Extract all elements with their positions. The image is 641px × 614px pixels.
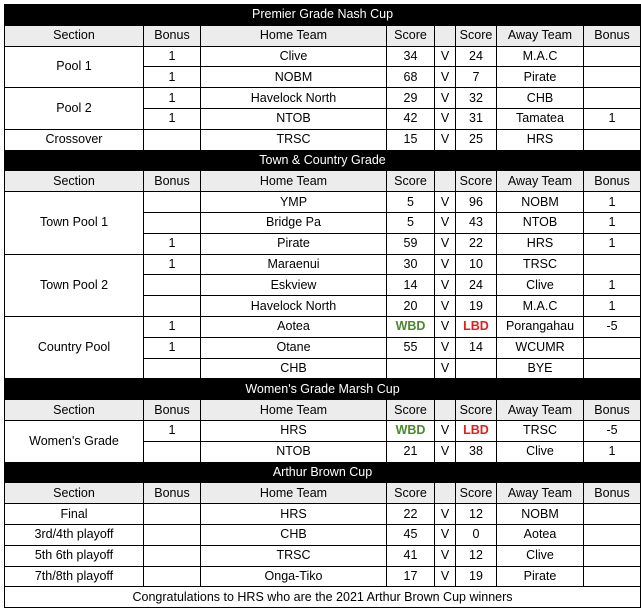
away-team: Pirate [497, 67, 584, 88]
home-bonus [144, 504, 201, 525]
home-score: 42 [387, 108, 435, 129]
away-score: 0 [456, 524, 497, 545]
away-score: 38 [456, 441, 497, 462]
home-score [387, 358, 435, 379]
section-name: Crossover [5, 129, 144, 150]
match-row [5, 192, 641, 213]
header-home-team: Home Team [201, 171, 387, 192]
header-section: Section [5, 483, 144, 504]
versus: V [435, 88, 456, 109]
away-bonus: 1 [584, 441, 641, 462]
away-bonus [584, 337, 641, 358]
away-team: NTOB [497, 212, 584, 233]
section-name: 3rd/4th playoff [5, 524, 144, 545]
header-section: Section [5, 400, 144, 421]
home-team: HRS [201, 420, 387, 441]
home-score: 41 [387, 545, 435, 566]
home-team: TRSC [201, 129, 387, 150]
home-bonus [144, 296, 201, 317]
header-away-bonus: Bonus [584, 25, 641, 46]
section-title-row [5, 5, 641, 26]
away-team: Porangahau [497, 316, 584, 337]
column-header-row [5, 25, 641, 46]
away-score: 43 [456, 212, 497, 233]
away-bonus [584, 254, 641, 275]
match-row [5, 129, 641, 150]
section-title: Premier Grade Nash Cup [5, 5, 641, 26]
home-team: Clive [201, 46, 387, 67]
away-score: LBD [456, 316, 497, 337]
section-title-row [5, 379, 641, 400]
header-away-bonus: Bonus [584, 483, 641, 504]
home-score: 29 [387, 88, 435, 109]
header-v [435, 400, 456, 421]
header-home-bonus: Bonus [144, 400, 201, 421]
away-team: WCUMR [497, 337, 584, 358]
home-bonus [144, 524, 201, 545]
home-bonus [144, 358, 201, 379]
home-bonus: 1 [144, 67, 201, 88]
home-bonus: 1 [144, 233, 201, 254]
header-away-score: Score [456, 483, 497, 504]
home-team: Maraenui [201, 254, 387, 275]
away-score: 24 [456, 275, 497, 296]
away-score: 96 [456, 192, 497, 213]
match-row [5, 420, 641, 441]
footer-row [5, 587, 641, 608]
away-score: 19 [456, 296, 497, 317]
home-bonus [144, 566, 201, 587]
home-team: Eskview [201, 275, 387, 296]
away-team: Aotea [497, 524, 584, 545]
home-bonus: 1 [144, 337, 201, 358]
away-bonus [584, 545, 641, 566]
header-away-score: Score [456, 171, 497, 192]
away-bonus [584, 88, 641, 109]
footer-message: Congratulations to HRS who are the 2021 Arthur Brown Cup winners [5, 587, 641, 608]
match-row [5, 524, 641, 545]
section-title: Arthur Brown Cup [5, 462, 641, 483]
home-team: NTOB [201, 108, 387, 129]
home-bonus: 1 [144, 88, 201, 109]
home-score: 22 [387, 504, 435, 525]
away-score: 32 [456, 88, 497, 109]
away-bonus [584, 358, 641, 379]
away-bonus [584, 524, 641, 545]
section-name: 5th 6th playoff [5, 545, 144, 566]
away-bonus [584, 129, 641, 150]
away-bonus: 1 [584, 192, 641, 213]
home-team: Aotea [201, 316, 387, 337]
versus: V [435, 504, 456, 525]
versus: V [435, 545, 456, 566]
header-home-bonus: Bonus [144, 483, 201, 504]
versus: V [435, 420, 456, 441]
away-score: 31 [456, 108, 497, 129]
match-row [5, 566, 641, 587]
home-team: TRSC [201, 545, 387, 566]
home-team: Otane [201, 337, 387, 358]
header-away-bonus: Bonus [584, 400, 641, 421]
versus: V [435, 254, 456, 275]
away-score: 10 [456, 254, 497, 275]
home-score: 14 [387, 275, 435, 296]
away-score: 7 [456, 67, 497, 88]
away-team: HRS [497, 233, 584, 254]
section-title-row [5, 462, 641, 483]
header-away-team: Away Team [497, 400, 584, 421]
column-header-row [5, 171, 641, 192]
home-team: CHB [201, 358, 387, 379]
header-away-team: Away Team [497, 171, 584, 192]
away-team: Clive [497, 545, 584, 566]
away-team: CHB [497, 88, 584, 109]
home-team: NTOB [201, 441, 387, 462]
away-bonus [584, 504, 641, 525]
versus: V [435, 233, 456, 254]
away-score: 19 [456, 566, 497, 587]
home-score: 30 [387, 254, 435, 275]
away-team: M.A.C [497, 46, 584, 67]
header-away-score: Score [456, 25, 497, 46]
home-team: NOBM [201, 67, 387, 88]
home-score: 17 [387, 566, 435, 587]
section-name: Pool 2 [5, 88, 144, 130]
home-score: WBD [387, 420, 435, 441]
versus: V [435, 192, 456, 213]
away-team: BYE [497, 358, 584, 379]
home-bonus: 1 [144, 254, 201, 275]
versus: V [435, 67, 456, 88]
match-row [5, 545, 641, 566]
home-bonus: 1 [144, 420, 201, 441]
away-bonus: 1 [584, 233, 641, 254]
home-score: 34 [387, 46, 435, 67]
section-title-row [5, 150, 641, 171]
section-title: Women's Grade Marsh Cup [5, 379, 641, 400]
versus: V [435, 441, 456, 462]
header-home-bonus: Bonus [144, 171, 201, 192]
section-name: Town Pool 2 [5, 254, 144, 316]
away-score: 24 [456, 46, 497, 67]
header-away-team: Away Team [497, 25, 584, 46]
match-row [5, 254, 641, 275]
versus: V [435, 296, 456, 317]
header-home-team: Home Team [201, 25, 387, 46]
versus: V [435, 129, 456, 150]
versus: V [435, 275, 456, 296]
away-bonus: 1 [584, 296, 641, 317]
section-title: Town & Country Grade [5, 150, 641, 171]
away-bonus: 1 [584, 275, 641, 296]
home-team: Pirate [201, 233, 387, 254]
versus: V [435, 566, 456, 587]
away-team: TRSC [497, 254, 584, 275]
match-row [5, 316, 641, 337]
header-v [435, 25, 456, 46]
header-home-team: Home Team [201, 483, 387, 504]
away-score: 14 [456, 337, 497, 358]
header-section: Section [5, 171, 144, 192]
away-bonus [584, 46, 641, 67]
header-home-score: Score [387, 400, 435, 421]
away-bonus [584, 566, 641, 587]
home-score: 55 [387, 337, 435, 358]
away-team: NOBM [497, 192, 584, 213]
home-bonus [144, 192, 201, 213]
header-away-team: Away Team [497, 483, 584, 504]
home-team: Bridge Pa [201, 212, 387, 233]
section-name: Pool 1 [5, 46, 144, 88]
section-name: Town Pool 1 [5, 192, 144, 254]
versus: V [435, 46, 456, 67]
away-team: Clive [497, 275, 584, 296]
away-bonus: -5 [584, 420, 641, 441]
home-score: 59 [387, 233, 435, 254]
header-home-score: Score [387, 25, 435, 46]
home-team: CHB [201, 524, 387, 545]
away-team: HRS [497, 129, 584, 150]
home-bonus [144, 275, 201, 296]
away-bonus: -5 [584, 316, 641, 337]
section-name: 7th/8th playoff [5, 566, 144, 587]
versus: V [435, 358, 456, 379]
home-score: 5 [387, 192, 435, 213]
header-v [435, 483, 456, 504]
home-score: 68 [387, 67, 435, 88]
home-score: WBD [387, 316, 435, 337]
away-score: LBD [456, 420, 497, 441]
away-score [456, 358, 497, 379]
section-name: Women's Grade [5, 420, 144, 462]
match-row [5, 46, 641, 67]
away-team: TRSC [497, 420, 584, 441]
away-team: Tamatea [497, 108, 584, 129]
home-score: 15 [387, 129, 435, 150]
header-home-score: Score [387, 171, 435, 192]
away-team: Pirate [497, 566, 584, 587]
away-team: Clive [497, 441, 584, 462]
home-team: YMP [201, 192, 387, 213]
versus: V [435, 337, 456, 358]
away-bonus [584, 67, 641, 88]
away-team: NOBM [497, 504, 584, 525]
header-home-team: Home Team [201, 400, 387, 421]
match-row [5, 504, 641, 525]
away-bonus: 1 [584, 212, 641, 233]
home-team: Havelock North [201, 88, 387, 109]
home-team: Onga-Tiko [201, 566, 387, 587]
away-team: M.A.C [497, 296, 584, 317]
home-bonus [144, 129, 201, 150]
home-score: 21 [387, 441, 435, 462]
away-score: 25 [456, 129, 497, 150]
home-bonus [144, 545, 201, 566]
versus: V [435, 316, 456, 337]
header-away-score: Score [456, 400, 497, 421]
header-home-bonus: Bonus [144, 25, 201, 46]
home-team: Havelock North [201, 296, 387, 317]
home-score: 45 [387, 524, 435, 545]
away-score: 12 [456, 504, 497, 525]
home-score: 5 [387, 212, 435, 233]
results-table [4, 4, 641, 608]
away-score: 12 [456, 545, 497, 566]
home-bonus: 1 [144, 46, 201, 67]
versus: V [435, 212, 456, 233]
away-score: 22 [456, 233, 497, 254]
away-bonus: 1 [584, 108, 641, 129]
home-team: HRS [201, 504, 387, 525]
home-score: 20 [387, 296, 435, 317]
versus: V [435, 108, 456, 129]
header-away-bonus: Bonus [584, 171, 641, 192]
home-bonus: 1 [144, 108, 201, 129]
section-name: Country Pool [5, 316, 144, 378]
home-bonus: 1 [144, 316, 201, 337]
column-header-row [5, 400, 641, 421]
section-name: Final [5, 504, 144, 525]
column-header-row [5, 483, 641, 504]
header-home-score: Score [387, 483, 435, 504]
header-section: Section [5, 25, 144, 46]
header-v [435, 171, 456, 192]
home-bonus [144, 441, 201, 462]
home-bonus [144, 212, 201, 233]
versus: V [435, 524, 456, 545]
match-row [5, 88, 641, 109]
